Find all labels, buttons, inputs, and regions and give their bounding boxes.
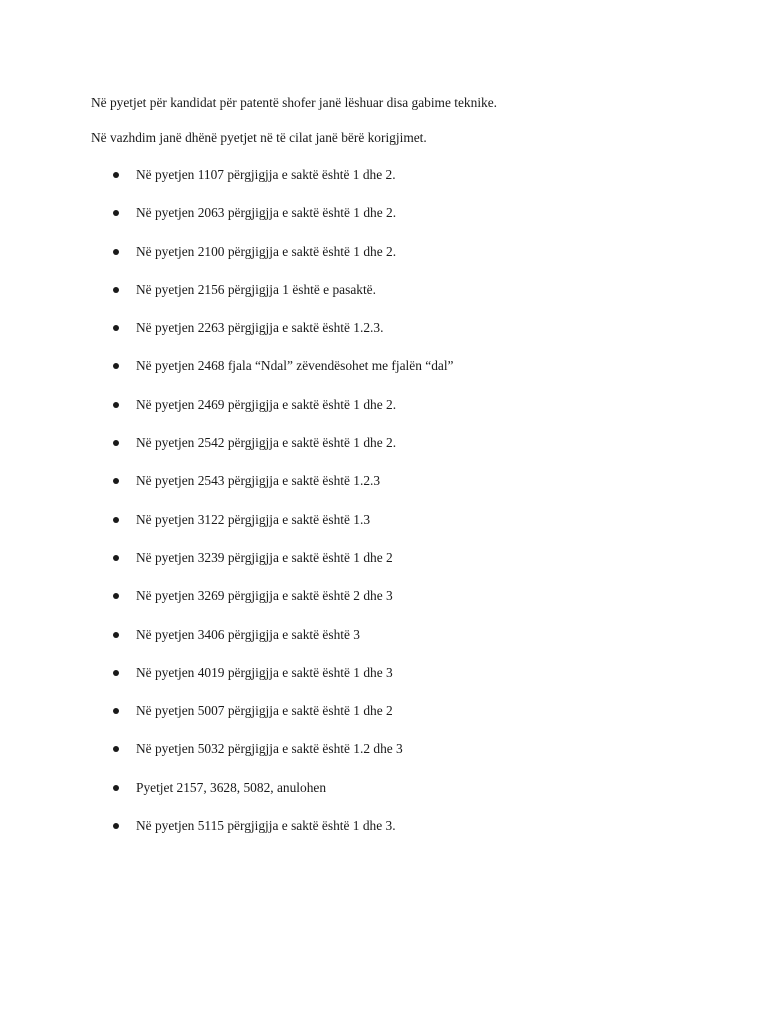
bullet-icon <box>113 746 119 752</box>
list-item-text: Në pyetjen 3239 përgjigjja e saktë është 1 dhe 2 <box>136 549 393 565</box>
list-item-text: Në pyetjen 2542 përgjigjja e saktë është 1 dhe 2. <box>136 435 397 451</box>
list-item-text: Në pyetjen 5007 përgjigjja e saktë është 1 dhe 2 <box>136 703 393 719</box>
list-item-text: Në pyetjen 2156 përgjigjja 1 është e pasaktë. <box>136 281 376 297</box>
bullet-icon <box>113 325 119 331</box>
bullet-icon <box>113 363 119 369</box>
list-item-text: Në pyetjen 1107 përgjigjja e saktë është 1 dhe 2. <box>136 167 396 182</box>
bullet-icon <box>113 210 119 216</box>
list-item-text: Në pyetjen 3122 përgjigjja e saktë është 1.3 <box>136 511 371 527</box>
bullet-icon <box>113 249 119 255</box>
list-item-text: Në pyetjen 2468 fjala “Ndal” zëvendësohet me fjalën “dal” <box>136 358 454 374</box>
list-item-text: Në pyetjen 2100 përgjigjja e saktë është 1 dhe 2. <box>136 243 397 259</box>
bullet-icon <box>113 670 119 676</box>
bullet-icon <box>113 823 119 829</box>
subintro-paragraph: Në vazhdim janë dhënë pyetjet në të cilat janë bërë korigjimet. <box>91 130 427 145</box>
bullet-icon <box>113 478 119 484</box>
list-item-text: Në pyetjen 3269 përgjigjja e saktë është 2 dhe 3 <box>136 588 393 604</box>
list-item-text: Në pyetjen 2469 përgjigjja e saktë është 1 dhe 2. <box>136 396 397 412</box>
bullet-icon <box>113 172 119 178</box>
list-item-text: Në pyetjen 5115 përgjigjja e saktë është 1 dhe 3. <box>136 818 396 834</box>
bullet-icon <box>113 708 119 714</box>
bullet-icon <box>113 440 119 446</box>
list-item-text: Në pyetjen 5032 përgjigjja e saktë është 1.2 dhe 3 <box>136 741 403 757</box>
bullet-icon <box>113 402 119 408</box>
list-item-text: Në pyetjen 3406 përgjigjja e saktë është 3 <box>136 626 360 642</box>
bullet-icon <box>113 593 119 599</box>
intro-paragraph: Në pyetjet për kandidat për patentë shofer janë lëshuar disa gabime teknike. <box>91 95 498 110</box>
bullet-icon <box>113 555 119 561</box>
list-item-text: Në pyetjen 2543 përgjigjja e saktë është 1.2.3 <box>136 473 381 489</box>
list-item-text: Në pyetjen 4019 përgjigjja e saktë është 1 dhe 3 <box>136 664 393 680</box>
list-item-text: Në pyetjen 2263 përgjigjja e saktë është 1.2.3. <box>136 320 384 336</box>
bullet-icon <box>113 632 119 638</box>
bullet-icon <box>113 287 119 293</box>
bullet-icon <box>113 785 119 791</box>
list-item-text: Pyetjet 2157, 3628, 5082, anulohen <box>136 779 327 795</box>
list-item-text: Në pyetjen 2063 përgjigjja e saktë është 1 dhe 2. <box>136 205 397 221</box>
bullet-icon <box>113 517 119 523</box>
